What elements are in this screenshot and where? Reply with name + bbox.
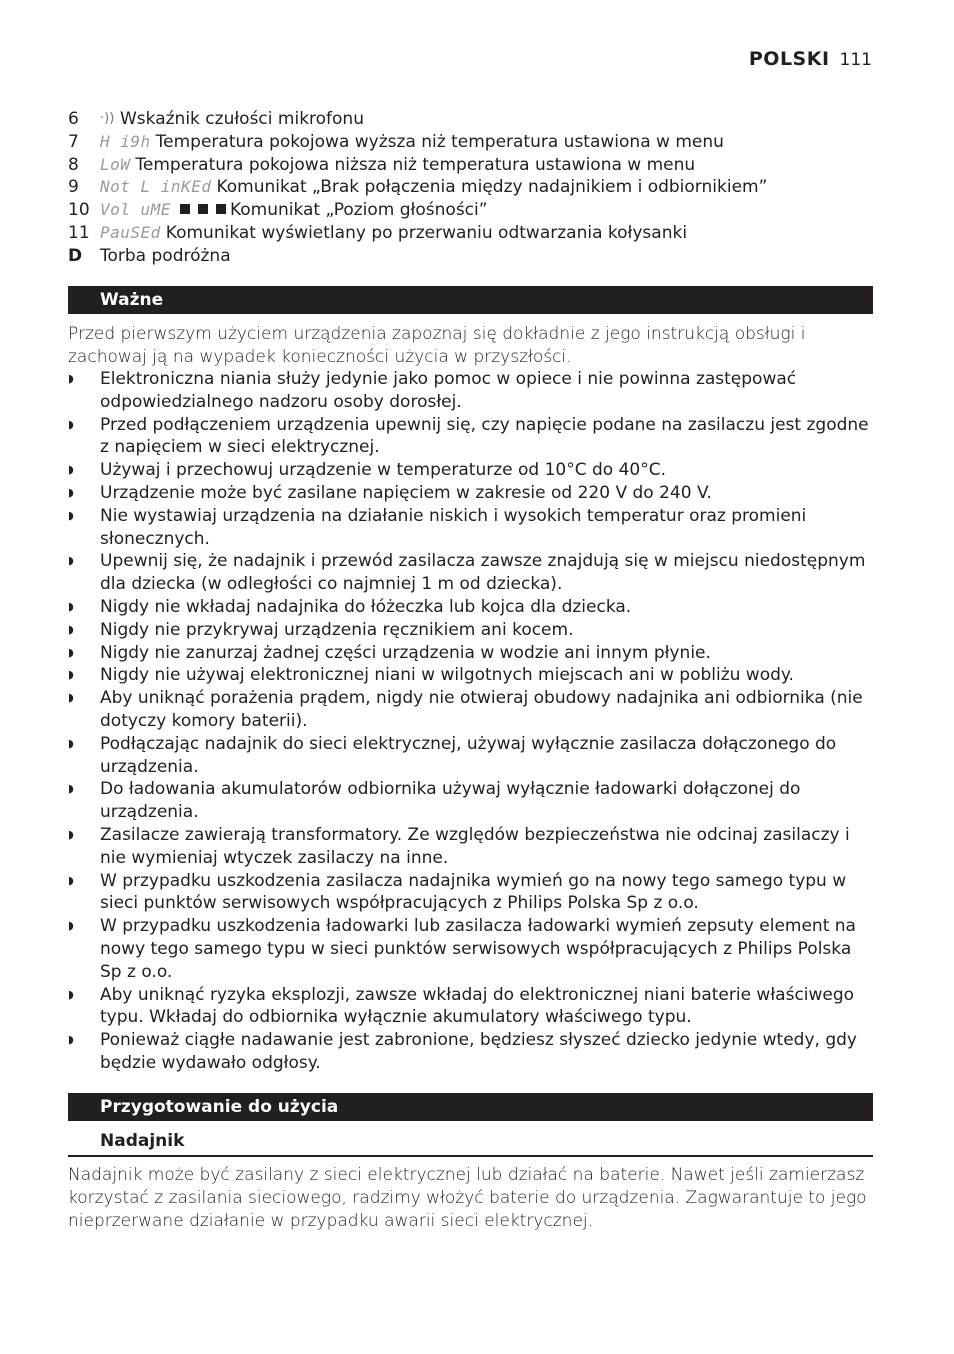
- bullet-text: Nie wystawiaj urządzenia na działanie niskich i wysokich temperatur oraz promieni słonecznych.: [100, 505, 807, 549]
- bullet-marker-icon: ◗: [68, 372, 74, 385]
- legend-number: 11: [68, 222, 90, 243]
- bullet-text: Nigdy nie używaj elektronicznej niani w wilgotnych miejscach ani w pobliżu wody.: [100, 665, 794, 686]
- legend-number: 8: [68, 154, 79, 175]
- legend-number: 6: [68, 109, 79, 129]
- legend-item: [68, 131, 873, 154]
- bullet-item: [68, 550, 878, 596]
- safety-bullet-list: [68, 368, 878, 1075]
- bullet-text: Upewnij się, że nadajnik i przewód zasilacza zawsze znajdują się w miejscu niedostępnym dla dziecka (w odległości co najmniej 1 m od dziecka).: [100, 551, 866, 595]
- bullet-item: [68, 596, 878, 619]
- legend-item: [68, 154, 873, 177]
- bullet-marker-icon: ◗: [68, 668, 74, 682]
- bullet-text: Aby uniknąć ryzyka eksplozji, zawsze wkładaj do elektronicznej niani baterie właściwego typu. Wkładaj do odbiornika wyłącznie akumulatory właściwego typu.: [100, 984, 855, 1028]
- bullet-marker-icon: ◗: [68, 691, 74, 705]
- bullet-item: [68, 505, 878, 551]
- bullet-item: [68, 482, 878, 505]
- bullet-text: Elektroniczna niania służy jedynie jako pomoc w opiece i nie powinna zastępować odpowiedzialnego nadzoru osoby dorosłej.: [100, 369, 797, 412]
- section-title: Przygotowanie do użycia: [100, 1097, 339, 1117]
- bullet-text: Nigdy nie zanurzaj żadnej części urządzenia w wodzie ani innym płynie.: [100, 642, 711, 663]
- subsection-heading: [68, 1128, 873, 1157]
- legend-number: 10: [68, 200, 90, 221]
- bullet-text: Przed podłączeniem urządzenia upewnij się, czy napięcie podane na zasilaczu jest zgodne z napięciem w sieci elektrycznej.: [100, 414, 869, 458]
- lcd-indicator: Not L inKEd: [100, 177, 212, 197]
- bullet-text: Urządzenie może być zasilane napięciem w zakresie od 220 V do 240 V.: [100, 482, 712, 503]
- page-header: [749, 48, 872, 70]
- bullet-item: [68, 1029, 878, 1075]
- microphone-sensitivity-icon: ·)): [100, 111, 115, 126]
- legend-item: [68, 108, 873, 131]
- bullet-marker-icon: ◗: [68, 873, 74, 887]
- bullet-marker-icon: ◗: [68, 508, 74, 522]
- bullet-item: [68, 870, 878, 916]
- legend-item: [68, 222, 873, 245]
- bullet-item: [68, 687, 878, 733]
- bullet-text: Podłączając nadajnik do sieci elektrycznej, używaj wyłącznie zasilacza dołączonego do urządzenia.: [100, 733, 837, 777]
- bullet-item: [68, 664, 878, 687]
- bullet-item: [68, 824, 878, 870]
- bullet-marker-icon: ◗: [68, 736, 74, 750]
- legend-text: Temperatura pokojowa niższa niż temperatura ustawiona w menu: [135, 154, 696, 175]
- legend-item: [68, 176, 873, 199]
- legend-text: Temperatura pokojowa wyższa niż temperatura ustawiona w menu: [155, 131, 724, 152]
- legend-text: Wskaźnik czułości mikrofonu: [120, 109, 364, 129]
- bullet-text: Nigdy nie wkładaj nadajnika do łóżeczka lub kojca dla dziecka.: [100, 596, 632, 617]
- intro-paragraph: Przed pierwszym użyciem urządzenia zapoznaj się dokładnie z jego instrukcją obsługi i zachowaj ją na wypadek konieczności użycia w przyszłości.: [68, 324, 806, 367]
- section-heading-preparation: [68, 1093, 873, 1121]
- legend-list: [68, 108, 873, 268]
- bullet-item: [68, 459, 878, 482]
- bullet-marker-icon: ◗: [68, 554, 74, 568]
- bullet-marker-icon: ◗: [68, 645, 74, 659]
- bullet-marker-icon: ◗: [68, 417, 74, 431]
- bullet-item: [68, 368, 878, 414]
- bullet-text: W przypadku uszkodzenia ładowarki lub zasilacza ładowarki wymień zepsuty element na nowy tego samego typu w sieci punktów serwisowych współpracujących z Philips Polska Sp z o.o.: [100, 916, 856, 982]
- lcd-indicator: Vol uME: [100, 200, 171, 220]
- bullet-item: [68, 778, 878, 824]
- legend-item: [68, 245, 873, 268]
- bullet-text: Nigdy nie przykrywaj urządzenia ręcznikiem ani kocem.: [100, 619, 574, 640]
- legend-number: D: [68, 245, 83, 266]
- legend-item: [68, 199, 873, 222]
- bullet-text: Aby uniknąć porażenia prądem, nigdy nie otwieraj obudowy nadajnika ani odbiornika (nie dotyczy komory baterii).: [100, 688, 863, 731]
- bullet-marker-icon: ◗: [68, 827, 74, 841]
- bullet-item: [68, 733, 878, 779]
- lcd-indicator: PauSEd: [100, 222, 161, 242]
- bullet-text: Używaj i przechowuj urządzenie w temperaturze od 10°C do 40°C.: [100, 460, 666, 481]
- language-label: POLSKI: [748, 48, 830, 70]
- bullet-marker-icon: ◗: [68, 1033, 74, 1047]
- section-title: Ważne: [100, 290, 164, 310]
- legend-number: 7: [68, 131, 79, 152]
- bullet-marker-icon: ◗: [68, 622, 74, 636]
- bullet-item: [68, 984, 878, 1030]
- legend-number: 9: [68, 177, 79, 198]
- subsection-title: Nadajnik: [100, 1131, 185, 1151]
- page-number: 111: [839, 50, 872, 70]
- legend-text: Torba podróżna: [100, 245, 231, 266]
- prep-paragraph: Nadajnik może być zasilany z sieci elektrycznej lub działać na baterie. Nawet jeśli zamierzasz korzystać z zasilania sieciowego, radzimy włożyć baterie do urządzenia. Zagwarantuje to jego nieprzerwane działanie w przypadku awarii sieci elektrycznej.: [68, 1165, 867, 1231]
- bullet-item: [68, 619, 878, 642]
- bullet-text: Ponieważ ciągłe nadawanie jest zabronione, będziesz słyszeć dziecko jedynie wtedy, gdy będzie wydawało odgłosy.: [100, 1030, 857, 1073]
- bullet-text: Zasilacze zawierają transformatory. Ze względów bezpieczeństwa nie odcinaj zasilaczy i nie wymieniaj wtyczek zasilaczy na inne.: [100, 824, 850, 868]
- section-heading-important: [68, 286, 873, 314]
- volume-level-icon: [176, 199, 230, 222]
- bullet-marker-icon: ◗: [68, 782, 74, 796]
- bullet-marker-icon: ◗: [68, 463, 74, 477]
- lcd-indicator: H i9h: [100, 131, 151, 151]
- legend-text: Komunikat „Poziom głośności”: [229, 200, 488, 221]
- bullet-marker-icon: ◗: [68, 485, 74, 499]
- bullet-item: [68, 915, 878, 983]
- bullet-text: Do ładowania akumulatorów odbiornika używaj wyłącznie ładowarki dołączonej do urządzenia.: [100, 779, 801, 823]
- legend-text: Komunikat wyświetlany po przerwaniu odtwarzania kołysanki: [165, 222, 688, 243]
- bullet-marker-icon: ◗: [68, 987, 74, 1001]
- bullet-text: W przypadku uszkodzenia zasilacza nadajnika wymień go na nowy tego samego typu w sieci punktów serwisowych współpracujących z Philips Polska Sp z o.o.: [100, 870, 847, 914]
- bullet-marker-icon: ◗: [68, 919, 74, 933]
- legend-text: Komunikat „Brak połączenia między nadajnikiem i odbiornikiem”: [216, 177, 768, 198]
- bullet-item: [68, 642, 878, 665]
- bullet-marker-icon: ◗: [68, 599, 74, 613]
- lcd-indicator: LoW: [100, 154, 131, 174]
- bullet-item: [68, 414, 878, 460]
